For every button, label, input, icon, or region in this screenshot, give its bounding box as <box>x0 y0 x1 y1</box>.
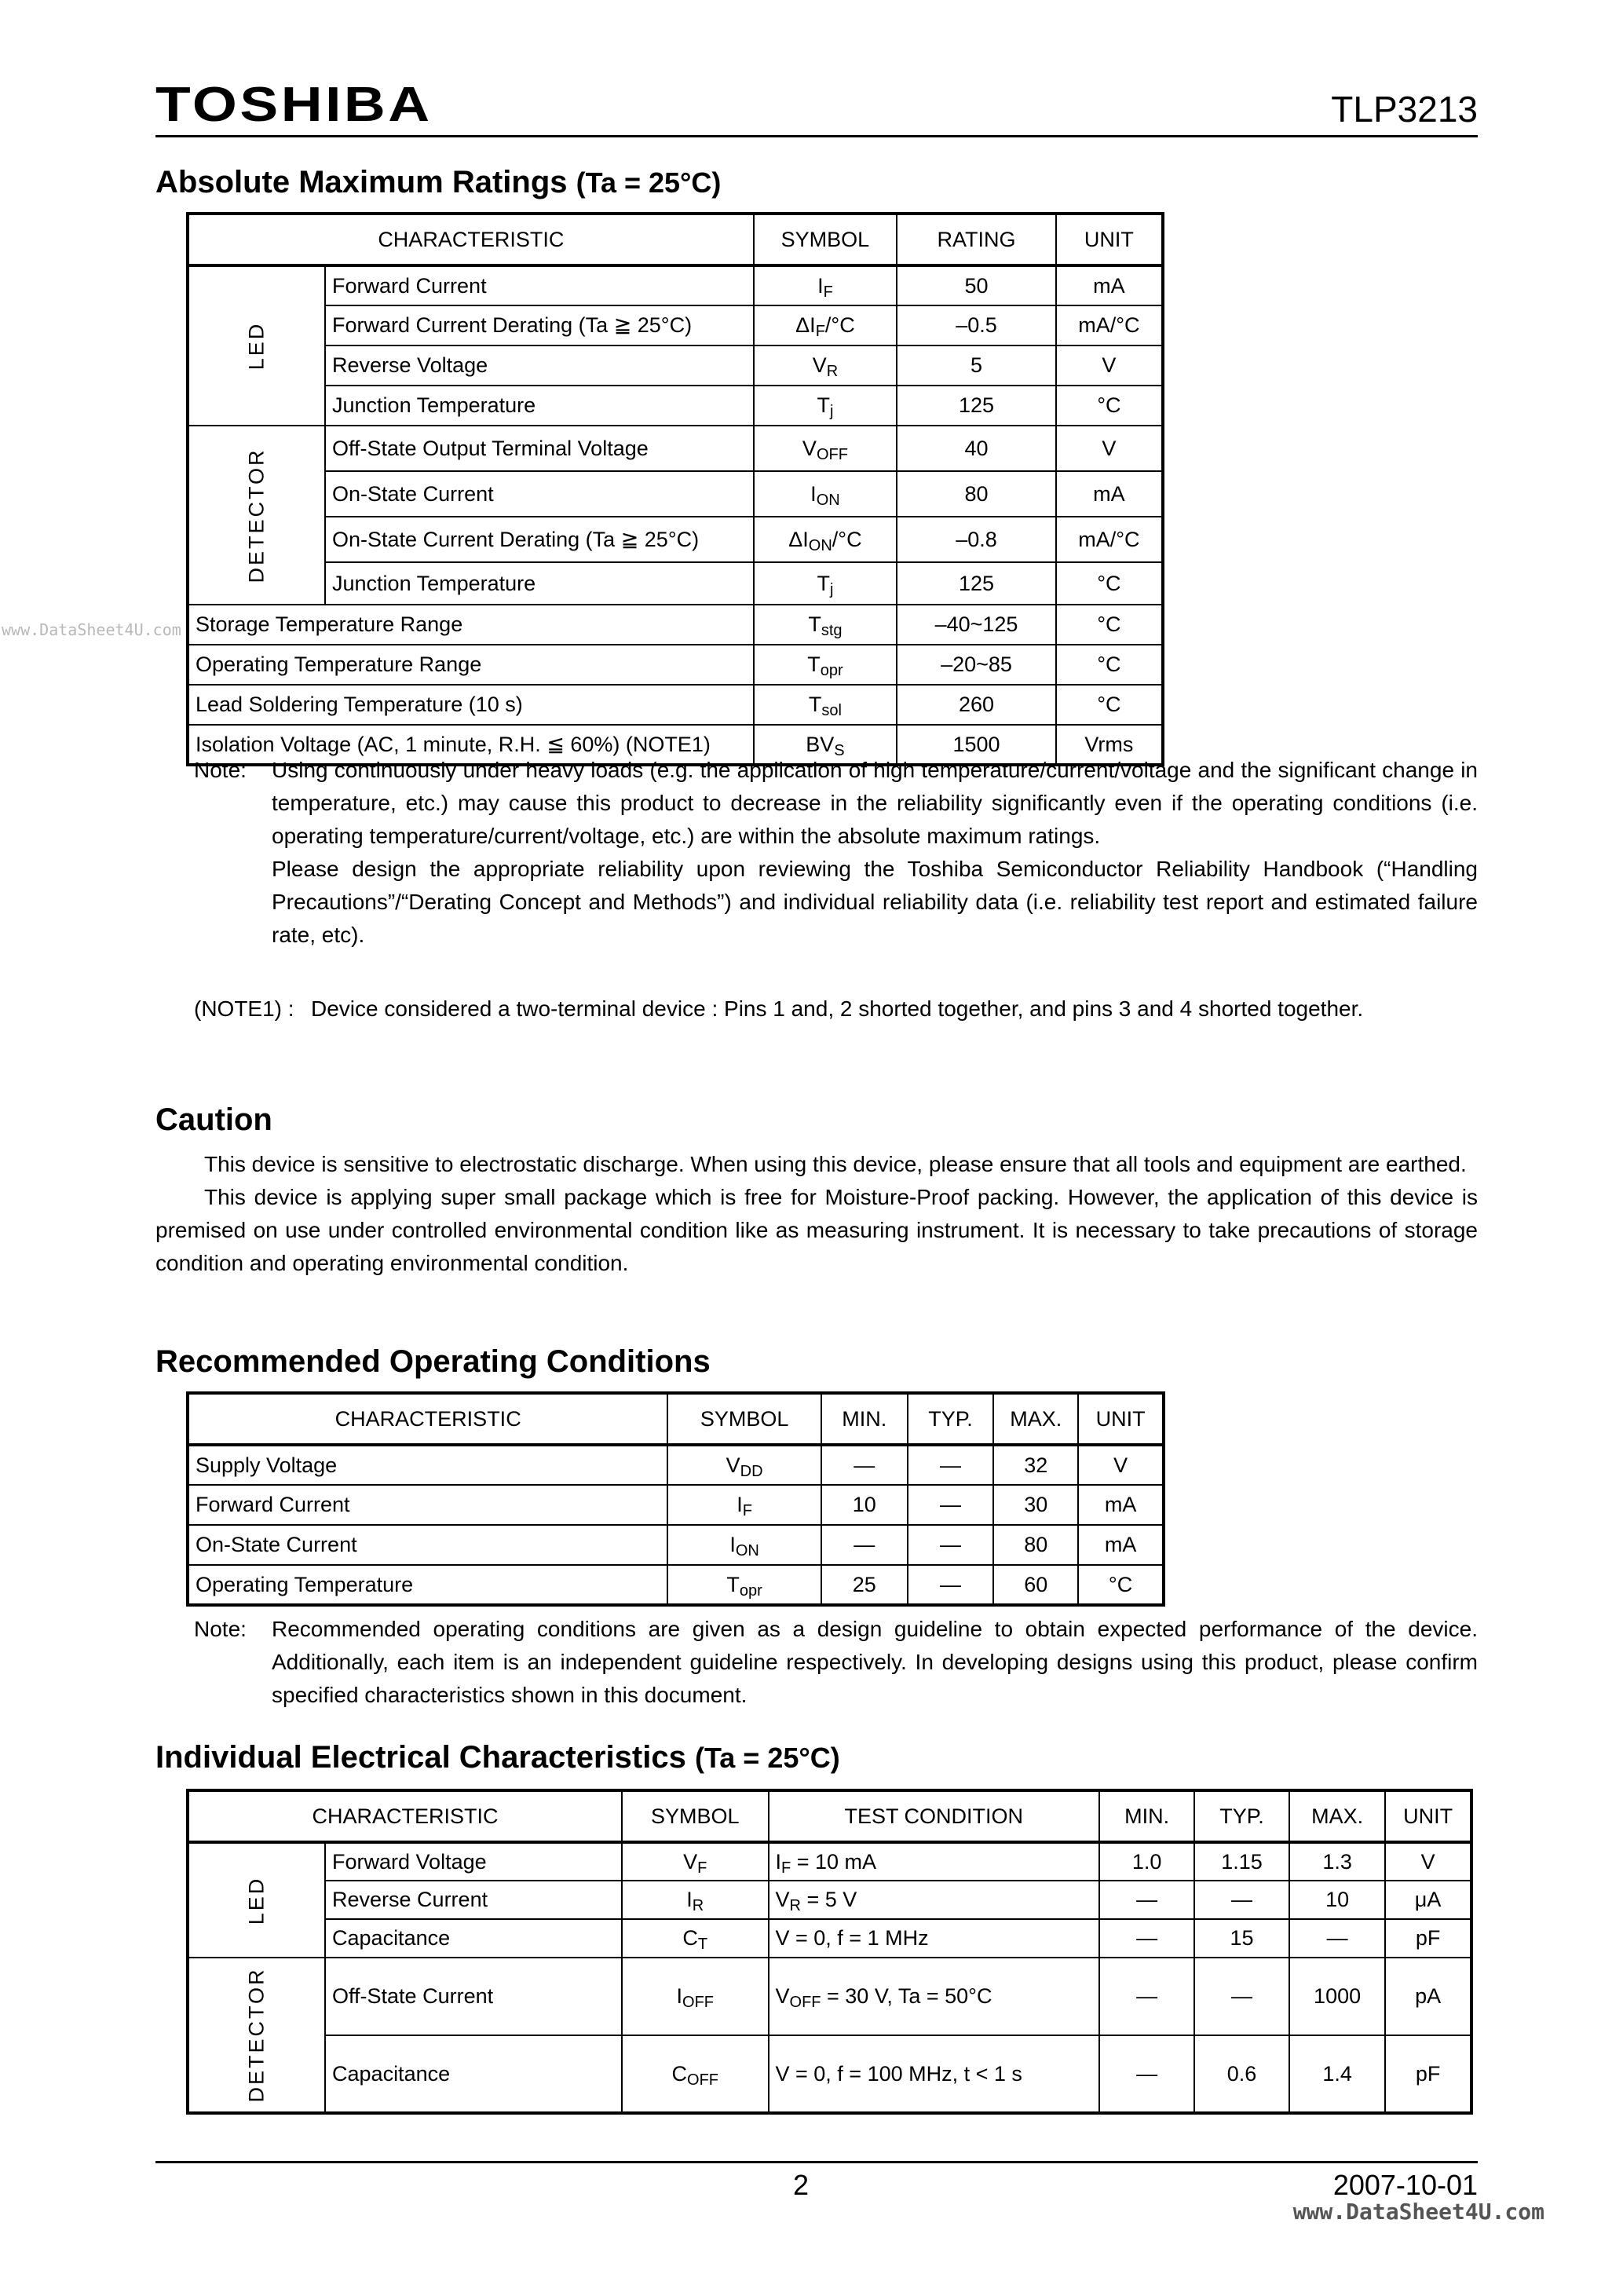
symbol-subscript: OFF <box>816 445 848 463</box>
symbol-subscript: R <box>826 363 839 380</box>
test-condition-subscript: R <box>789 1897 801 1914</box>
symbol-suffix: /°C <box>824 313 855 337</box>
symbol-base: T <box>808 612 821 636</box>
table-row <box>188 517 1163 562</box>
group-detector-label: DETECTOR <box>244 447 269 583</box>
min-cell: 10 <box>821 1485 908 1525</box>
symbol-subscript: opr <box>820 662 843 679</box>
col-characteristic: CHARACTERISTIC <box>188 1393 667 1445</box>
table-row <box>188 386 1163 426</box>
symbol-base: I <box>737 1493 743 1516</box>
col-typ: TYP. <box>1194 1790 1289 1842</box>
test-condition-rest: = 5 V <box>800 1888 857 1911</box>
typ-cell: — <box>908 1565 994 1605</box>
rating-cell: 80 <box>897 471 1056 517</box>
caution-paragraph: This device is sensitive to electrostatic discharge. When using this device, please ensure that all tools and equipment are earthed. <box>204 1152 1467 1176</box>
table-row <box>188 345 1163 386</box>
table-row <box>188 605 1163 645</box>
rating-cell: –40~125 <box>897 605 1056 645</box>
footer-watermark: www.DataSheet4U.com <box>1292 2199 1544 2225</box>
amr-table <box>186 212 1164 766</box>
symbol-cell <box>754 645 897 685</box>
min-cell: — <box>821 1445 908 1485</box>
col-min: MIN. <box>1099 1790 1194 1842</box>
symbol-cell <box>754 471 897 517</box>
col-unit: UNIT <box>1385 1790 1471 1842</box>
symbol-base: T <box>817 393 830 417</box>
symbol-base: V <box>726 1453 740 1477</box>
symbol-subscript: F <box>823 283 833 301</box>
roc-note <box>194 1613 1478 1712</box>
symbol-cell <box>622 2035 768 2113</box>
iec-title: Individual Electrical Characteristics (Ta = 25°C) <box>155 1740 840 1775</box>
test-condition-cell <box>769 1881 1100 1919</box>
symbol-subscript: OFF <box>687 2071 719 2089</box>
table-row <box>188 1565 1164 1605</box>
note-label: Note: <box>194 1617 247 1641</box>
symbol-base: I <box>676 1984 683 2008</box>
unit-cell: V <box>1385 1842 1471 1881</box>
unit-cell: mA/°C <box>1056 517 1163 562</box>
test-condition-main: V <box>775 1888 790 1911</box>
symbol-cell <box>667 1445 821 1485</box>
group-detector-label: DETECTOR <box>244 1967 269 2103</box>
max-cell: 1.3 <box>1289 1842 1385 1881</box>
col-symbol: SYMBOL <box>667 1393 821 1445</box>
test-condition-main: I <box>775 1849 782 1874</box>
symbol-base: I <box>729 1533 736 1556</box>
max-cell: — <box>1289 1919 1385 1958</box>
rating-cell: –0.5 <box>897 305 1056 345</box>
symbol-base: I <box>686 1888 693 1911</box>
symbol-cell <box>754 345 897 386</box>
table-row <box>188 1958 1471 2035</box>
symbol-base: ΔI <box>788 527 809 551</box>
unit-cell: pA <box>1385 1958 1471 2035</box>
symbol-cell <box>667 1565 821 1605</box>
characteristic-cell: Reverse Voltage <box>325 345 754 386</box>
roc-table <box>186 1391 1165 1607</box>
symbol-base: V <box>683 1849 698 1874</box>
typ-cell: — <box>1194 1881 1289 1919</box>
col-max: MAX. <box>993 1393 1078 1445</box>
test-condition-cell <box>769 1919 1100 1958</box>
roc-title: Recommended Operating Conditions <box>155 1344 711 1379</box>
col-symbol: SYMBOL <box>622 1790 768 1842</box>
rating-cell: 5 <box>897 345 1056 386</box>
symbol-subscript: opr <box>739 1581 762 1600</box>
characteristic-cell: On-State Current <box>188 1525 667 1565</box>
symbol-cell <box>667 1485 821 1525</box>
characteristic-cell: Reverse Current <box>325 1881 622 1919</box>
unit-cell: mA <box>1056 471 1163 517</box>
symbol-cell <box>754 426 897 471</box>
symbol-subscript: F <box>742 1502 752 1519</box>
characteristic-cell: On-State Current Derating (Ta ≧ 25°C) <box>325 517 754 562</box>
characteristic-cell: Junction Temperature <box>325 386 754 426</box>
symbol-subscript: DD <box>740 1462 763 1480</box>
typ-cell: — <box>908 1485 994 1525</box>
test-condition-rest: = 10 mA <box>791 1849 877 1874</box>
amr-note <box>194 754 1478 952</box>
symbol-cell <box>754 685 897 725</box>
max-cell: 30 <box>993 1485 1078 1525</box>
iec-header-row <box>188 1790 1471 1842</box>
note1-label: (NOTE1) : <box>194 996 294 1021</box>
characteristic-cell: Forward Current Derating (Ta ≧ 25°C) <box>325 305 754 345</box>
min-cell: — <box>1099 1919 1194 1958</box>
max-cell: 32 <box>993 1445 1078 1485</box>
characteristic-cell: Isolation Voltage (AC, 1 minute, R.H. ≦ 60%) (NOTE1) <box>188 725 754 765</box>
symbol-base: I <box>810 481 817 506</box>
unit-cell: Vrms <box>1056 725 1163 765</box>
unit-cell: pF <box>1385 2035 1471 2113</box>
table-row <box>188 265 1163 305</box>
characteristic-cell: On-State Current <box>325 471 754 517</box>
table-row <box>188 471 1163 517</box>
note-text: Please design the appropriate reliability upon reviewing the Toshiba Semiconductor Reliability Handbook (“Handling Precautions”/“Derating Concept and Methods”) and individual reliability data (i.e. reliability test report and estimated failure rate, etc). <box>272 857 1478 947</box>
symbol-cell <box>754 386 897 426</box>
symbol-base: T <box>726 1572 740 1596</box>
symbol-subscript: S <box>834 741 845 759</box>
min-cell: — <box>821 1525 908 1565</box>
characteristic-cell: Forward Current <box>325 265 754 305</box>
symbol-base: I <box>817 273 824 298</box>
characteristic-cell: Forward Voltage <box>325 1842 622 1881</box>
symbol-subscript: F <box>815 323 825 340</box>
col-rating: RATING <box>897 214 1056 265</box>
rating-cell: 40 <box>897 426 1056 471</box>
symbol-cell <box>622 1881 768 1919</box>
table-row <box>188 1485 1164 1525</box>
col-test-condition: TEST CONDITION <box>769 1790 1100 1842</box>
symbol-base: ΔI <box>795 313 816 337</box>
rating-cell: 1500 <box>897 725 1056 765</box>
test-condition-main: V = 0, f = 1 MHz <box>775 1926 929 1950</box>
col-unit: UNIT <box>1056 214 1163 265</box>
unit-cell: mA <box>1078 1525 1164 1565</box>
caution-paragraph: This device is applying super small package which is free for Moisture-Proof packing. However, the application of this device is premised on use under controlled environmental condition like as measuring instrument. It is necessary to take precautions of storage condition and operating environmental condition. <box>155 1185 1478 1275</box>
symbol-subscript: ON <box>816 491 840 509</box>
table-row <box>188 562 1163 605</box>
table-row <box>188 1842 1471 1881</box>
symbol-subscript: ON <box>808 536 832 554</box>
test-condition-subscript: OFF <box>789 1994 821 2011</box>
symbol-base: V <box>812 353 827 377</box>
unit-cell: °C <box>1056 562 1163 605</box>
unit-cell: °C <box>1056 645 1163 685</box>
table-row <box>188 2035 1471 2113</box>
test-condition-main: V = 0, f = 100 MHz, t < 1 s <box>775 2061 1022 2086</box>
symbol-cell <box>754 605 897 645</box>
max-cell: 1000 <box>1289 1958 1385 2035</box>
symbol-subscript: sol <box>821 702 842 719</box>
col-max: MAX. <box>1289 1790 1385 1842</box>
typ-cell: 0.6 <box>1194 2035 1289 2113</box>
note-text: Recommended operating conditions are given as a design guideline to obtain expected performance of the device. Additionally, each item is an independent guideline respectively. In developing designs using this product, please confirm specified characteristics shown in this document. <box>272 1617 1478 1707</box>
symbol-base: T <box>808 693 822 716</box>
unit-cell: °C <box>1056 605 1163 645</box>
symbol-base: T <box>817 571 830 595</box>
test-condition-subscript: F <box>781 1859 791 1877</box>
brand-logo: TOSHIBA <box>155 78 433 132</box>
table-row <box>188 685 1163 725</box>
symbol-subscript: T <box>697 1936 708 1953</box>
side-watermark: www.DataSheet4U.com <box>2 620 181 639</box>
rating-cell: –20~85 <box>897 645 1056 685</box>
table-row <box>188 645 1163 685</box>
unit-cell: °C <box>1056 685 1163 725</box>
min-cell: — <box>1099 1958 1194 2035</box>
test-condition-cell <box>769 2035 1100 2113</box>
amr-title: Absolute Maximum Ratings (Ta = 25°C) <box>155 165 722 199</box>
test-condition-cell <box>769 1842 1100 1881</box>
max-cell: 1.4 <box>1289 2035 1385 2113</box>
characteristic-cell: Storage Temperature Range <box>188 605 754 645</box>
col-min: MIN. <box>821 1393 908 1445</box>
symbol-cell <box>754 517 897 562</box>
group-led <box>188 265 325 426</box>
footer-rule <box>155 2161 1478 2163</box>
symbol-cell <box>754 562 897 605</box>
col-symbol: SYMBOL <box>754 214 897 265</box>
group-detector <box>188 426 325 605</box>
unit-cell: μA <box>1385 1881 1471 1919</box>
characteristic-cell: Operating Temperature Range <box>188 645 754 685</box>
max-cell: 10 <box>1289 1881 1385 1919</box>
caution-title: Caution <box>155 1102 272 1137</box>
min-cell: — <box>1099 1881 1194 1919</box>
symbol-cell <box>754 265 897 305</box>
symbol-base: C <box>682 1926 698 1950</box>
unit-cell: V <box>1056 345 1163 386</box>
rating-cell: 125 <box>897 386 1056 426</box>
table-row <box>188 1525 1164 1565</box>
test-condition-main: V <box>775 1984 790 2008</box>
rating-cell: 260 <box>897 685 1056 725</box>
symbol-cell <box>622 1842 768 1881</box>
typ-cell: — <box>1194 1958 1289 2035</box>
symbol-cell <box>622 1919 768 1958</box>
symbol-subscript: stg <box>821 622 843 639</box>
table-row <box>188 1919 1471 1958</box>
characteristic-cell: Capacitance <box>325 1919 622 1958</box>
characteristic-cell: Forward Current <box>188 1485 667 1525</box>
col-characteristic: CHARACTERISTIC <box>188 1790 622 1842</box>
symbol-cell <box>622 1958 768 2035</box>
document-date: 2007-10-01 <box>1332 2169 1478 2201</box>
characteristic-cell: Capacitance <box>325 2035 622 2113</box>
rating-cell: –0.8 <box>897 517 1056 562</box>
page-number: 2 <box>793 2169 810 2201</box>
min-cell: 1.0 <box>1099 1842 1194 1881</box>
symbol-subscript: j <box>829 580 834 598</box>
note-text: Using continuously under heavy loads (e.g. the application of high temperature/current/voltage and the significant change in temperature, etc.) may cause this product to decrease in the reliability significantly even if the operating conditions (i.e. operating temperature/current/voltage, etc.) are within the absolute maximum ratings. <box>272 758 1478 848</box>
table-row <box>188 1881 1471 1919</box>
unit-cell: mA/°C <box>1056 305 1163 345</box>
test-condition-rest: = 30 V, Ta = 50°C <box>821 1984 992 2008</box>
unit-cell: mA <box>1078 1485 1164 1525</box>
rating-cell: 50 <box>897 265 1056 305</box>
symbol-base: T <box>807 653 821 676</box>
max-cell: 60 <box>993 1565 1078 1605</box>
col-unit: UNIT <box>1078 1393 1164 1445</box>
characteristic-cell: Junction Temperature <box>325 562 754 605</box>
symbol-subscript: ON <box>735 1542 759 1559</box>
symbol-subscript: F <box>697 1859 707 1877</box>
unit-cell: mA <box>1056 265 1163 305</box>
group-detector <box>188 1958 325 2113</box>
col-characteristic: CHARACTERISTIC <box>188 214 754 265</box>
typ-cell: — <box>908 1445 994 1485</box>
group-led <box>188 1842 325 1958</box>
symbol-subscript: OFF <box>682 1994 715 2011</box>
group-led-label: LED <box>244 1876 269 1925</box>
characteristic-cell: Supply Voltage <box>188 1445 667 1485</box>
characteristic-cell: Operating Temperature <box>188 1565 667 1605</box>
min-cell: 25 <box>821 1565 908 1605</box>
max-cell: 80 <box>993 1525 1078 1565</box>
symbol-suffix: /°C <box>832 527 862 551</box>
characteristic-cell: Off-State Output Terminal Voltage <box>325 426 754 471</box>
group-led-label: LED <box>244 321 269 371</box>
note1-text: Device considered a two-terminal device : Pins 1 and, 2 shorted together, and pins 3 and 4 shorted together. <box>311 996 1364 1021</box>
symbol-cell <box>667 1525 821 1565</box>
symbol-subscript: j <box>829 403 834 420</box>
amr-note1 <box>194 993 1478 1026</box>
symbol-cell <box>754 305 897 345</box>
characteristic-cell: Off-State Current <box>325 1958 622 2035</box>
symbol-base: BV <box>806 732 835 756</box>
col-typ: TYP. <box>908 1393 994 1445</box>
iec-table <box>186 1789 1473 2115</box>
min-cell: — <box>1099 2035 1194 2113</box>
symbol-base: V <box>802 436 817 460</box>
table-row <box>188 305 1163 345</box>
amr-header-row <box>188 214 1163 265</box>
symbol-subscript: R <box>692 1897 704 1914</box>
caution-body <box>155 1148 1478 1280</box>
typ-cell: 15 <box>1194 1919 1289 1958</box>
unit-cell: pF <box>1385 1919 1471 1958</box>
roc-header-row <box>188 1393 1164 1445</box>
characteristic-cell: Lead Soldering Temperature (10 s) <box>188 685 754 725</box>
table-row <box>188 1445 1164 1485</box>
header-rule <box>155 135 1478 137</box>
typ-cell: — <box>908 1525 994 1565</box>
unit-cell: V <box>1078 1445 1164 1485</box>
rating-cell: 125 <box>897 562 1056 605</box>
table-row <box>188 426 1163 471</box>
part-number: TLP3213 <box>1331 89 1478 130</box>
unit-cell: V <box>1056 426 1163 471</box>
unit-cell: °C <box>1078 1565 1164 1605</box>
test-condition-cell <box>769 1958 1100 2035</box>
note-label: Note: <box>194 758 247 782</box>
unit-cell: °C <box>1056 386 1163 426</box>
symbol-base: C <box>671 2061 688 2086</box>
typ-cell: 1.15 <box>1194 1842 1289 1881</box>
